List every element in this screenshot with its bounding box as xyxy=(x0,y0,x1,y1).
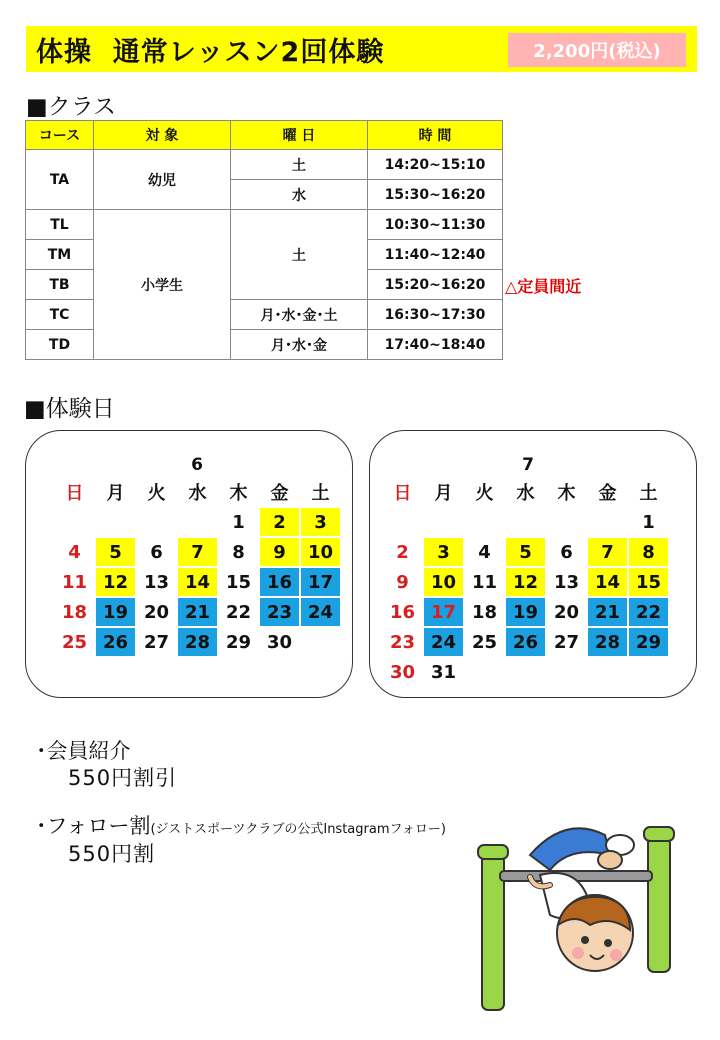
trial-section-title: ■体験日 xyxy=(24,396,115,422)
calendar-day: 20 xyxy=(143,601,170,623)
day-cell: 月･水･金 xyxy=(231,330,368,360)
calendar-day: 11 xyxy=(471,571,498,593)
calendar-day: 14 xyxy=(587,567,628,597)
calendar-day: 7 xyxy=(587,537,628,567)
calendar-day: 23 xyxy=(259,597,300,627)
calendar-day: 18 xyxy=(471,601,498,623)
time-cell: 15:20~16:20 xyxy=(368,270,503,300)
column-header-course: コース xyxy=(26,121,94,150)
calendar-empty-cell xyxy=(505,507,546,537)
day-cell: 月･水･金･土 xyxy=(231,300,368,330)
calendar-day: 24 xyxy=(423,627,464,657)
page-title: 体操 通常レッスン2回体験 xyxy=(36,37,385,68)
calendar-day: 15 xyxy=(628,567,669,597)
calendar-week-row xyxy=(382,567,669,597)
table-header-row xyxy=(26,121,503,150)
weekday-label: 日 xyxy=(393,483,412,504)
calendar-week-row xyxy=(54,597,341,627)
child-on-bar-illustration xyxy=(470,815,690,1015)
calendar-empty-cell xyxy=(464,507,505,537)
calendar-empty-cell xyxy=(546,507,587,537)
member-referral-title: ･会員紹介 xyxy=(36,739,131,763)
calendar-day: 26 xyxy=(505,627,546,657)
calendar-day: 3 xyxy=(300,507,341,537)
calendar-day: 27 xyxy=(143,631,170,653)
calendar-empty-cell xyxy=(464,657,505,687)
member-referral-discount: 550円割引 xyxy=(68,766,178,790)
weekday-label: 火 xyxy=(475,483,494,504)
table-row xyxy=(26,150,503,180)
calendar-day: 13 xyxy=(553,571,580,593)
calendar-day: 1 xyxy=(642,511,655,533)
weekday-label: 水 xyxy=(188,483,207,504)
calendar-day: 28 xyxy=(587,627,628,657)
calendar-empty-cell xyxy=(300,627,341,657)
calendar-week-row xyxy=(54,627,341,657)
calendar-week-row xyxy=(54,507,341,537)
calendar-day: 23 xyxy=(389,631,416,653)
calendar-empty-cell xyxy=(136,507,177,537)
time-cell: 15:30~16:20 xyxy=(368,180,503,210)
calendar-empty-cell xyxy=(423,507,464,537)
calendar-day: 30 xyxy=(266,631,293,653)
course-cell: TL xyxy=(26,210,94,240)
calendar-day: 10 xyxy=(300,537,341,567)
price-badge: 2,200円(税込) xyxy=(508,33,686,67)
follow-discount-value: 550円割 xyxy=(68,842,156,866)
calendar-day: 30 xyxy=(389,661,416,683)
weekday-label: 火 xyxy=(147,483,166,504)
course-cell: TB xyxy=(26,270,94,300)
calendar-day: 29 xyxy=(225,631,252,653)
calendar-day: 29 xyxy=(628,627,669,657)
course-cell: TA xyxy=(26,150,94,210)
calendar-grid xyxy=(54,477,341,657)
calendar-week-row xyxy=(382,507,669,537)
calendar-day: 16 xyxy=(259,567,300,597)
course-cell: TD xyxy=(26,330,94,360)
class-section-title: ■クラス xyxy=(26,94,117,120)
calendar-day: 15 xyxy=(225,571,252,593)
capacity-notice: △定員間近 xyxy=(505,277,582,296)
time-cell: 14:20~15:10 xyxy=(368,150,503,180)
class-table xyxy=(25,120,503,360)
calendar-day: 8 xyxy=(628,537,669,567)
calendar-week-row xyxy=(382,597,669,627)
calendar-day: 6 xyxy=(150,541,163,563)
calendar-day: 19 xyxy=(505,597,546,627)
calendar-day: 28 xyxy=(177,627,218,657)
time-cell: 10:30~11:30 xyxy=(368,210,503,240)
calendar-week-row xyxy=(54,537,341,567)
calendar-day: 22 xyxy=(628,597,669,627)
follow-discount-note: (ジストスポーツクラブの公式Instagramフォロー) xyxy=(150,822,446,837)
column-header-day: 曜 日 xyxy=(231,121,368,150)
calendar-day: 1 xyxy=(232,511,245,533)
time-cell: 16:30~17:30 xyxy=(368,300,503,330)
weekday-label: 金 xyxy=(598,483,617,504)
calendar-empty-cell xyxy=(587,657,628,687)
calendar-day: 5 xyxy=(505,537,546,567)
calendar-day: 9 xyxy=(396,571,409,593)
calendar-day: 12 xyxy=(95,567,136,597)
calendar-empty-cell xyxy=(546,657,587,687)
column-header-time: 時 間 xyxy=(368,121,503,150)
calendar-week-row xyxy=(382,537,669,567)
calendar-july xyxy=(369,430,697,698)
calendar-week-row xyxy=(54,567,341,597)
calendar-day: 6 xyxy=(560,541,573,563)
weekday-label: 土 xyxy=(639,483,658,504)
calendar-day: 24 xyxy=(300,597,341,627)
calendar-empty-cell xyxy=(628,657,669,687)
day-cell: 水 xyxy=(231,180,368,210)
calendar-day: 21 xyxy=(587,597,628,627)
calendar-day: 27 xyxy=(553,631,580,653)
table-row xyxy=(26,210,503,240)
calendar-day: 7 xyxy=(177,537,218,567)
calendar-empty-cell xyxy=(177,507,218,537)
calendar-june xyxy=(25,430,353,698)
weekday-header-row xyxy=(382,477,669,507)
calendar-day: 16 xyxy=(389,601,416,623)
weekday-label: 月 xyxy=(106,483,125,504)
calendar-grid xyxy=(382,477,669,687)
calendar-day: 31 xyxy=(430,661,457,683)
calendar-empty-cell xyxy=(382,507,423,537)
calendar-day: 10 xyxy=(423,567,464,597)
calendar-day: 21 xyxy=(177,597,218,627)
header-banner xyxy=(26,26,697,72)
calendar-empty-cell xyxy=(95,507,136,537)
calendar-day: 2 xyxy=(396,541,409,563)
calendar-day: 9 xyxy=(259,537,300,567)
target-cell: 小学生 xyxy=(94,210,231,360)
calendar-day: 19 xyxy=(95,597,136,627)
weekday-label: 木 xyxy=(229,483,248,504)
calendar-day: 8 xyxy=(232,541,245,563)
calendar-empty-cell xyxy=(54,507,95,537)
calendar-day: 13 xyxy=(143,571,170,593)
calendar-empty-cell xyxy=(587,507,628,537)
calendar-month-label: 6 xyxy=(191,455,203,475)
calendar-week-row xyxy=(382,627,669,657)
calendar-day: 2 xyxy=(259,507,300,537)
calendar-day: 14 xyxy=(177,567,218,597)
time-cell: 11:40~12:40 xyxy=(368,240,503,270)
day-cell: 土 xyxy=(231,150,368,180)
calendar-day: 12 xyxy=(505,567,546,597)
calendar-month-label: 7 xyxy=(522,455,534,475)
weekday-label: 木 xyxy=(557,483,576,504)
weekday-label: 土 xyxy=(311,483,330,504)
calendar-day: 26 xyxy=(95,627,136,657)
calendar-day: 3 xyxy=(423,537,464,567)
calendar-day: 4 xyxy=(68,541,81,563)
calendar-day: 4 xyxy=(478,541,491,563)
weekday-label: 月 xyxy=(434,483,453,504)
calendar-day: 22 xyxy=(225,601,252,623)
weekday-header-row xyxy=(54,477,341,507)
calendar-day: 25 xyxy=(61,631,88,653)
calendar-day: 20 xyxy=(553,601,580,623)
calendar-day: 5 xyxy=(95,537,136,567)
follow-discount-title xyxy=(36,810,446,840)
calendar-day: 11 xyxy=(61,571,88,593)
day-cell: 土 xyxy=(231,210,368,300)
weekday-label: 水 xyxy=(516,483,535,504)
calendar-day: 25 xyxy=(471,631,498,653)
time-cell: 17:40~18:40 xyxy=(368,330,503,360)
course-cell: TM xyxy=(26,240,94,270)
weekday-label: 日 xyxy=(65,483,84,504)
weekday-label: 金 xyxy=(270,483,289,504)
column-header-target: 対 象 xyxy=(94,121,231,150)
calendar-day: 18 xyxy=(61,601,88,623)
target-cell: 幼児 xyxy=(94,150,231,210)
calendar-week-row xyxy=(382,657,669,687)
course-cell: TC xyxy=(26,300,94,330)
calendar-day: 17 xyxy=(300,567,341,597)
follow-discount-label: ･フォロー割 xyxy=(36,814,151,838)
calendar-empty-cell xyxy=(505,657,546,687)
calendar-day: 17 xyxy=(423,597,464,627)
